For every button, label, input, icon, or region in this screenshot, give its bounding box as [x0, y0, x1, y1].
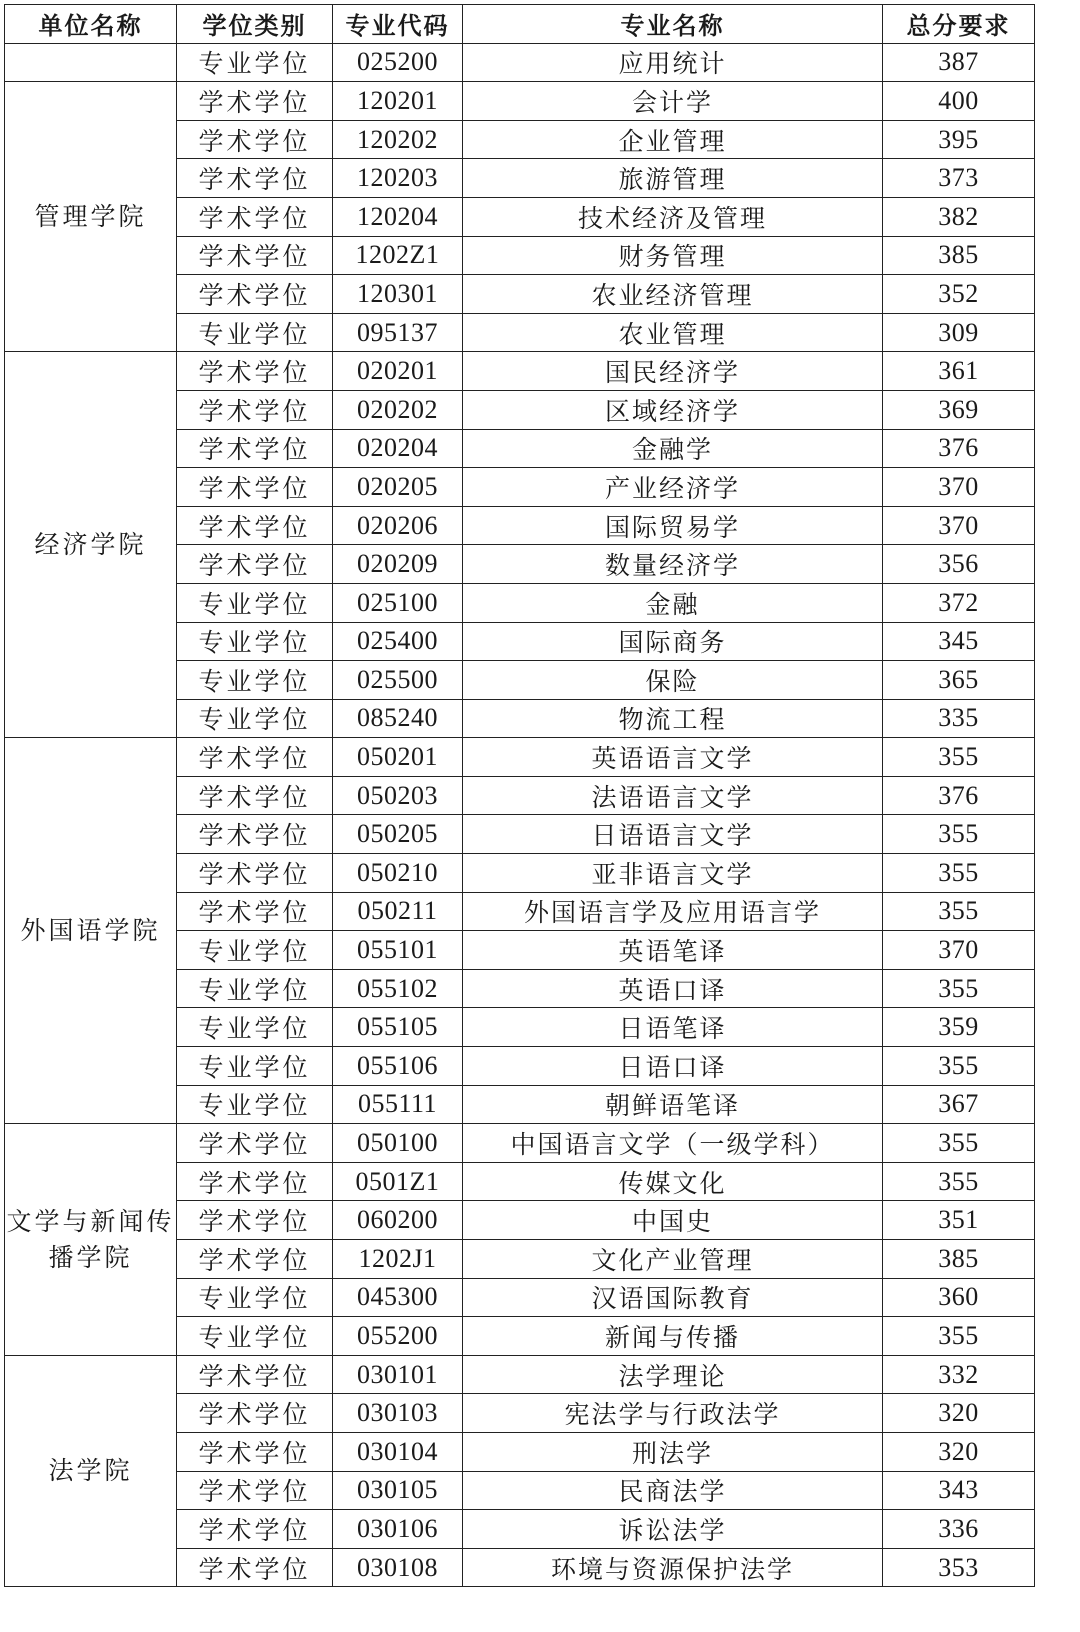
total-score-cell: 336	[883, 1510, 1035, 1549]
total-score-cell: 355	[883, 1124, 1035, 1163]
major-name-cell: 英语口译	[463, 969, 883, 1008]
table-row	[5, 43, 1035, 82]
unit-name-cell: 外国语学院	[5, 738, 177, 1124]
major-code-cell: 025500	[333, 661, 463, 700]
major-name-cell: 技术经济及管理	[463, 197, 883, 236]
table-body	[5, 43, 1035, 1587]
major-code-cell: 120203	[333, 159, 463, 198]
total-score-cell: 400	[883, 82, 1035, 121]
degree-type-cell: 学术学位	[177, 738, 333, 777]
major-code-cell: 020204	[333, 429, 463, 468]
table-row	[5, 352, 1035, 391]
degree-type-cell: 学术学位	[177, 159, 333, 198]
total-score-cell: 355	[883, 738, 1035, 777]
degree-type-cell: 学术学位	[177, 429, 333, 468]
total-score-cell: 385	[883, 236, 1035, 275]
total-score-cell: 345	[883, 622, 1035, 661]
degree-type-cell: 学术学位	[177, 1394, 333, 1433]
total-score-cell: 376	[883, 776, 1035, 815]
major-name-cell: 农业经济管理	[463, 275, 883, 314]
degree-type-cell: 学术学位	[177, 120, 333, 159]
major-name-cell: 农业管理	[463, 313, 883, 352]
degree-type-cell: 学术学位	[177, 1548, 333, 1587]
total-score-cell: 355	[883, 892, 1035, 931]
degree-type-cell: 专业学位	[177, 1317, 333, 1356]
major-code-cell: 050203	[333, 776, 463, 815]
degree-type-cell: 学术学位	[177, 468, 333, 507]
major-name-cell: 保险	[463, 661, 883, 700]
degree-type-cell: 学术学位	[177, 197, 333, 236]
major-name-cell: 刑法学	[463, 1432, 883, 1471]
major-name-cell: 民商法学	[463, 1471, 883, 1510]
major-name-cell: 传媒文化	[463, 1162, 883, 1201]
major-code-cell: 055106	[333, 1047, 463, 1086]
degree-type-cell: 专业学位	[177, 313, 333, 352]
major-code-cell: 030105	[333, 1471, 463, 1510]
total-score-cell: 355	[883, 969, 1035, 1008]
total-score-cell: 376	[883, 429, 1035, 468]
degree-type-cell: 学术学位	[177, 1240, 333, 1279]
major-code-cell: 085240	[333, 699, 463, 738]
total-score-cell: 355	[883, 854, 1035, 893]
header-major-name: 专业名称	[463, 5, 883, 44]
degree-type-cell: 学术学位	[177, 1432, 333, 1471]
major-code-cell: 050100	[333, 1124, 463, 1163]
degree-type-cell: 专业学位	[177, 969, 333, 1008]
total-score-cell: 395	[883, 120, 1035, 159]
major-name-cell: 金融学	[463, 429, 883, 468]
major-code-cell: 025200	[333, 43, 463, 82]
degree-type-cell: 学术学位	[177, 1355, 333, 1394]
major-code-cell: 050211	[333, 892, 463, 931]
major-code-cell: 095137	[333, 313, 463, 352]
total-score-cell: 385	[883, 1240, 1035, 1279]
major-code-cell: 055111	[333, 1085, 463, 1124]
major-name-cell: 会计学	[463, 82, 883, 121]
major-name-cell: 法学理论	[463, 1355, 883, 1394]
major-code-cell: 020205	[333, 468, 463, 507]
major-code-cell: 050205	[333, 815, 463, 854]
major-name-cell: 汉语国际教育	[463, 1278, 883, 1317]
major-name-cell: 区域经济学	[463, 390, 883, 429]
major-name-cell: 金融	[463, 583, 883, 622]
major-name-cell: 日语语言文学	[463, 815, 883, 854]
major-code-cell: 0501Z1	[333, 1162, 463, 1201]
major-name-cell: 英语语言文学	[463, 738, 883, 777]
total-score-cell: 367	[883, 1085, 1035, 1124]
major-name-cell: 文化产业管理	[463, 1240, 883, 1279]
total-score-cell: 355	[883, 1317, 1035, 1356]
degree-type-cell: 学术学位	[177, 352, 333, 391]
total-score-cell: 360	[883, 1278, 1035, 1317]
total-score-cell: 332	[883, 1355, 1035, 1394]
degree-type-cell: 学术学位	[177, 1510, 333, 1549]
degree-type-cell: 学术学位	[177, 892, 333, 931]
major-name-cell: 诉讼法学	[463, 1510, 883, 1549]
total-score-cell: 361	[883, 352, 1035, 391]
major-name-cell: 法语语言文学	[463, 776, 883, 815]
major-name-cell: 外国语言学及应用语言学	[463, 892, 883, 931]
major-name-cell: 数量经济学	[463, 545, 883, 584]
degree-type-cell: 学术学位	[177, 776, 333, 815]
major-code-cell: 120201	[333, 82, 463, 121]
major-code-cell: 055102	[333, 969, 463, 1008]
major-name-cell: 旅游管理	[463, 159, 883, 198]
degree-type-cell: 学术学位	[177, 1162, 333, 1201]
major-code-cell: 020201	[333, 352, 463, 391]
degree-type-cell: 学术学位	[177, 82, 333, 121]
major-code-cell: 025400	[333, 622, 463, 661]
degree-type-cell: 学术学位	[177, 1201, 333, 1240]
major-name-cell: 宪法学与行政法学	[463, 1394, 883, 1433]
major-name-cell: 物流工程	[463, 699, 883, 738]
degree-type-cell: 专业学位	[177, 1008, 333, 1047]
degree-type-cell: 学术学位	[177, 236, 333, 275]
total-score-cell: 373	[883, 159, 1035, 198]
total-score-cell: 355	[883, 1162, 1035, 1201]
table-row	[5, 738, 1035, 777]
total-score-cell: 320	[883, 1394, 1035, 1433]
major-code-cell: 020202	[333, 390, 463, 429]
total-score-cell: 320	[883, 1432, 1035, 1471]
major-code-cell: 020209	[333, 545, 463, 584]
major-code-cell: 060200	[333, 1201, 463, 1240]
major-code-cell: 055105	[333, 1008, 463, 1047]
unit-name-cell: 管理学院	[5, 82, 177, 352]
major-name-cell: 日语口译	[463, 1047, 883, 1086]
major-code-cell: 045300	[333, 1278, 463, 1317]
total-score-cell: 365	[883, 661, 1035, 700]
major-name-cell: 财务管理	[463, 236, 883, 275]
degree-type-cell: 专业学位	[177, 931, 333, 970]
score-table	[4, 4, 1035, 1587]
major-name-cell: 环境与资源保护法学	[463, 1548, 883, 1587]
unit-name-cell: 文学与新闻传播学院	[5, 1124, 177, 1356]
major-name-cell: 国际商务	[463, 622, 883, 661]
major-code-cell: 030106	[333, 1510, 463, 1549]
header-unit: 单位名称	[5, 5, 177, 44]
total-score-cell: 309	[883, 313, 1035, 352]
total-score-cell: 359	[883, 1008, 1035, 1047]
unit-name-cell: 法学院	[5, 1355, 177, 1587]
header-major-code: 专业代码	[333, 5, 463, 44]
major-name-cell: 亚非语言文学	[463, 854, 883, 893]
total-score-cell: 372	[883, 583, 1035, 622]
degree-type-cell: 学术学位	[177, 275, 333, 314]
degree-type-cell: 学术学位	[177, 1471, 333, 1510]
total-score-cell: 352	[883, 275, 1035, 314]
major-code-cell: 1202J1	[333, 1240, 463, 1279]
unit-name-cell: 经济学院	[5, 352, 177, 738]
major-name-cell: 中国语言文学（一级学科）	[463, 1124, 883, 1163]
major-name-cell: 国民经济学	[463, 352, 883, 391]
total-score-cell: 335	[883, 699, 1035, 738]
major-code-cell: 055101	[333, 931, 463, 970]
header-row	[5, 5, 1035, 44]
total-score-cell: 370	[883, 506, 1035, 545]
major-code-cell: 025100	[333, 583, 463, 622]
major-code-cell: 030103	[333, 1394, 463, 1433]
major-code-cell: 050210	[333, 854, 463, 893]
major-name-cell: 中国史	[463, 1201, 883, 1240]
total-score-cell: 343	[883, 1471, 1035, 1510]
total-score-cell: 356	[883, 545, 1035, 584]
total-score-cell: 387	[883, 43, 1035, 82]
total-score-cell: 355	[883, 815, 1035, 854]
major-name-cell: 应用统计	[463, 43, 883, 82]
degree-type-cell: 专业学位	[177, 699, 333, 738]
table-row	[5, 1124, 1035, 1163]
major-name-cell: 产业经济学	[463, 468, 883, 507]
major-name-cell: 日语笔译	[463, 1008, 883, 1047]
total-score-cell: 382	[883, 197, 1035, 236]
major-code-cell: 020206	[333, 506, 463, 545]
major-name-cell: 英语笔译	[463, 931, 883, 970]
major-code-cell: 1202Z1	[333, 236, 463, 275]
table-row	[5, 1355, 1035, 1394]
total-score-cell: 355	[883, 1047, 1035, 1086]
degree-type-cell: 专业学位	[177, 1047, 333, 1086]
major-code-cell: 055200	[333, 1317, 463, 1356]
major-name-cell: 企业管理	[463, 120, 883, 159]
major-code-cell: 030108	[333, 1548, 463, 1587]
total-score-cell: 369	[883, 390, 1035, 429]
major-code-cell: 050201	[333, 738, 463, 777]
degree-type-cell: 学术学位	[177, 854, 333, 893]
major-code-cell: 030104	[333, 1432, 463, 1471]
degree-type-cell: 专业学位	[177, 1085, 333, 1124]
total-score-cell: 353	[883, 1548, 1035, 1587]
degree-type-cell: 专业学位	[177, 661, 333, 700]
degree-type-cell: 学术学位	[177, 390, 333, 429]
major-code-cell: 120202	[333, 120, 463, 159]
unit-name-cell	[5, 43, 177, 82]
total-score-cell: 370	[883, 931, 1035, 970]
degree-type-cell: 学术学位	[177, 545, 333, 584]
degree-type-cell: 专业学位	[177, 43, 333, 82]
table-row	[5, 82, 1035, 121]
degree-type-cell: 学术学位	[177, 506, 333, 545]
total-score-cell: 370	[883, 468, 1035, 507]
major-code-cell: 120301	[333, 275, 463, 314]
header-total-score: 总分要求	[883, 5, 1035, 44]
degree-type-cell: 学术学位	[177, 815, 333, 854]
degree-type-cell: 学术学位	[177, 1124, 333, 1163]
major-name-cell: 国际贸易学	[463, 506, 883, 545]
major-code-cell: 120204	[333, 197, 463, 236]
major-code-cell: 030101	[333, 1355, 463, 1394]
major-name-cell: 朝鲜语笔译	[463, 1085, 883, 1124]
major-name-cell: 新闻与传播	[463, 1317, 883, 1356]
degree-type-cell: 专业学位	[177, 1278, 333, 1317]
degree-type-cell: 专业学位	[177, 583, 333, 622]
degree-type-cell: 专业学位	[177, 622, 333, 661]
header-degree-type: 学位类别	[177, 5, 333, 44]
total-score-cell: 351	[883, 1201, 1035, 1240]
